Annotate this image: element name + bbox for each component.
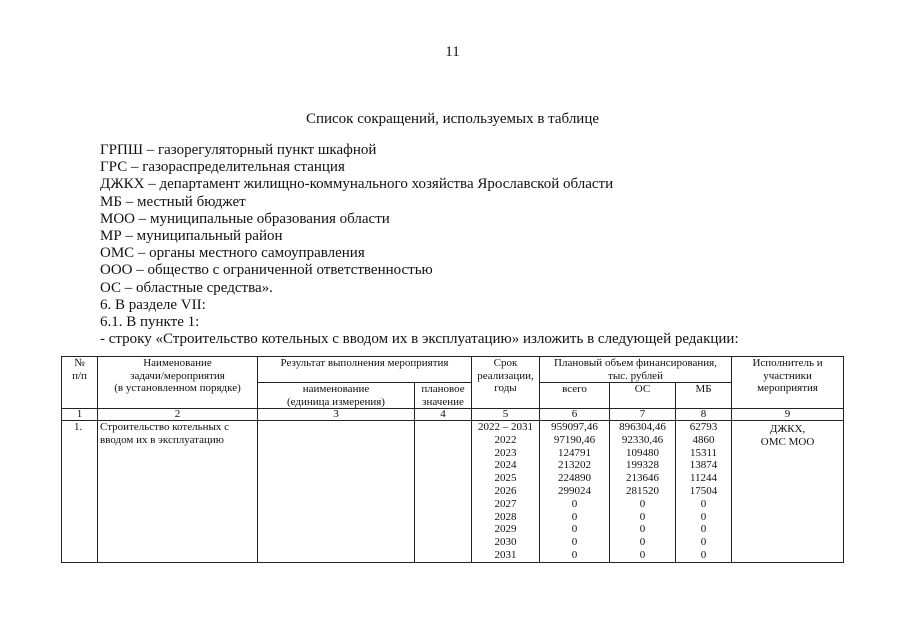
column-number: 7 xyxy=(610,409,676,421)
column-number: 6 xyxy=(540,409,610,421)
mb-value: 0 xyxy=(700,548,707,561)
header-executor-line: Исполнитель и xyxy=(752,357,823,369)
mb-value: 15311 xyxy=(689,446,718,459)
year-value: 2028 xyxy=(494,510,517,523)
total-value: 0 xyxy=(571,510,578,523)
header-num-label: № п/п xyxy=(72,357,87,382)
total-value: 124791 xyxy=(558,446,591,459)
abbreviation-item: МР – муниципальный район xyxy=(100,228,283,245)
mb-value: 62793 xyxy=(689,421,718,433)
total-value: 0 xyxy=(571,536,578,549)
header-result-label: Результат выполнения мероприятия xyxy=(280,357,449,369)
column-numbers-row xyxy=(62,409,844,421)
header-executor-line: участники xyxy=(763,369,812,382)
task-name: Строительство котельных с вводом их в эксплуатацию xyxy=(98,421,258,563)
page-number: 11 xyxy=(445,44,460,60)
header-term-line: годы xyxy=(494,382,517,394)
abbreviations-list xyxy=(100,142,739,348)
os-value: 109480 xyxy=(626,446,659,459)
year-value: 2027 xyxy=(494,497,517,510)
year-value: 2026 xyxy=(494,484,517,497)
activities-table xyxy=(61,356,844,563)
header-term xyxy=(472,357,540,409)
executor-line: ОМС МОО xyxy=(760,435,815,448)
header-result-plan-line: плановое xyxy=(421,383,465,395)
os-value: 199328 xyxy=(626,459,659,472)
abbreviation-item: МОО – муниципальные образования области xyxy=(100,210,390,227)
year-value: 2022 xyxy=(494,433,517,446)
mb-value: 4860 xyxy=(692,433,715,446)
abbreviation-item: ОС – областные средства». xyxy=(100,279,273,296)
years-cell xyxy=(472,421,540,563)
mb-value: 0 xyxy=(700,510,707,523)
executor-line: ДЖКХ, xyxy=(769,423,806,435)
header-task-line: Наименование xyxy=(143,357,212,369)
abbreviation-item: ДЖКХ – департамент жилищно-коммунального хозяйства Ярославской области xyxy=(100,176,614,193)
header-term-line: реализации, xyxy=(477,369,534,382)
abbreviation-item: ОМС – органы местного самоуправления xyxy=(100,245,365,262)
mb-value: 13874 xyxy=(689,459,718,472)
header-result-name-line: наименование xyxy=(302,383,370,395)
os-cell xyxy=(610,421,676,563)
clause-heading: 6.1. В пункте 1: xyxy=(100,314,200,331)
os-value: 213646 xyxy=(626,472,659,485)
header-funding xyxy=(540,357,732,383)
total-value: 0 xyxy=(571,523,578,536)
result-name-cell xyxy=(258,421,415,563)
column-number: 4 xyxy=(415,409,472,421)
total-value: 97190,46 xyxy=(553,433,596,446)
mb-value: 11244 xyxy=(689,472,718,485)
total-value: 0 xyxy=(571,497,578,510)
column-number: 8 xyxy=(676,409,732,421)
header-mb: МБ xyxy=(676,383,732,409)
abbreviation-item: МБ – местный бюджет xyxy=(100,193,246,210)
header-task-line: задачи/мероприятия xyxy=(130,369,225,382)
column-number: 2 xyxy=(98,409,258,421)
row-number: 1. xyxy=(62,421,98,563)
instruction-text: - строку «Строительство котельных с вводом их в эксплуатацию» изложить в следующей редакции: xyxy=(100,331,739,348)
year-value: 2030 xyxy=(494,536,517,549)
header-funding-line: тыс. рублей xyxy=(608,369,663,382)
header-term-line: Срок xyxy=(493,357,518,369)
header-result-plan-line: значение xyxy=(422,395,464,408)
header-executor-line: мероприятия xyxy=(757,382,818,394)
year-value: 2031 xyxy=(494,548,517,561)
year-value: 2024 xyxy=(494,459,517,472)
total-value: 224890 xyxy=(558,472,591,485)
os-value: 281520 xyxy=(626,484,659,497)
os-value: 0 xyxy=(639,523,646,536)
year-value: 2022 – 2031 xyxy=(478,421,533,433)
year-value: 2029 xyxy=(494,523,517,536)
header-executor xyxy=(732,357,844,409)
header-task xyxy=(98,357,258,409)
abbreviation-item: ГРПШ – газорегуляторный пункт шкафной xyxy=(100,142,377,158)
header-result-name xyxy=(258,383,415,409)
header-num xyxy=(62,357,98,409)
mb-value: 0 xyxy=(700,523,707,536)
table-row xyxy=(62,421,844,563)
os-value: 0 xyxy=(639,536,646,549)
header-total: всего xyxy=(540,383,610,409)
header-os: ОС xyxy=(610,383,676,409)
abbreviations-title: Список сокращений, используемых в таблице xyxy=(305,111,600,127)
mb-cell xyxy=(676,421,732,563)
column-number: 9 xyxy=(732,409,844,421)
header-result xyxy=(258,357,472,383)
total-value: 213202 xyxy=(558,459,591,472)
year-value: 2025 xyxy=(494,472,517,485)
column-number: 5 xyxy=(472,409,540,421)
section-heading: 6. В разделе VII: xyxy=(100,296,206,313)
mb-value: 0 xyxy=(700,536,707,549)
mb-value: 17504 xyxy=(689,484,718,497)
header-row xyxy=(62,357,844,383)
mb-value: 0 xyxy=(700,497,707,510)
header-result-name-line: (единица измерения) xyxy=(287,395,385,408)
total-cell xyxy=(540,421,610,563)
header-funding-line: Плановый объем финансирования, xyxy=(554,357,717,369)
os-value: 0 xyxy=(639,497,646,510)
os-value: 896304,46 xyxy=(619,421,666,433)
abbreviation-item: ООО – общество с ограниченной ответственностью xyxy=(100,262,433,279)
header-result-plan xyxy=(415,383,472,409)
result-plan-cell xyxy=(415,421,472,563)
total-value: 0 xyxy=(571,548,578,561)
total-value: 959097,46 xyxy=(551,421,598,433)
total-value: 299024 xyxy=(558,484,591,497)
executor-cell xyxy=(732,421,844,563)
column-number: 1 xyxy=(62,409,98,421)
os-value: 92330,46 xyxy=(621,433,664,446)
os-value: 0 xyxy=(639,510,646,523)
os-value: 0 xyxy=(639,548,646,561)
year-value: 2023 xyxy=(494,446,517,459)
header-task-line: (в установленном порядке) xyxy=(114,382,241,394)
abbreviation-item: ГРС – газораспределительная станция xyxy=(100,159,345,176)
column-number: 3 xyxy=(258,409,415,421)
